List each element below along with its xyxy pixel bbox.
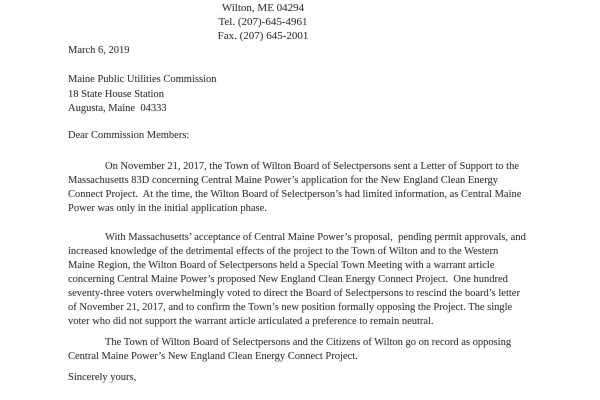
text-line: increased knowledge of the detrimental effects of the project to the Town of Wilton and to the Western — [68, 246, 499, 257]
text-line: Power was only in the initial application phase. — [68, 203, 267, 214]
text-line: On November 21, 2017, the Town of Wilton Board of Selectpersons sent a Letter of Support to the — [105, 161, 520, 172]
text-line: Connect Project. At the time, the Wilton Board of Selectperson’s had limited information, as Central Maine — [68, 189, 522, 200]
text-line: 18 State House Station — [68, 88, 164, 100]
recipient-address — [68, 73, 216, 117]
closing-line: Sincerely yours, — [68, 372, 137, 383]
text-line: The Town of Wilton Board of Selectpersons and the Citizens of Wilton go on record as opposing — [105, 337, 512, 348]
text-line: Central Maine Power’s New England Clean Energy Connect Project. — [68, 351, 358, 362]
body-paragraph-2 — [68, 231, 526, 329]
text-line: seventy-three voters overwhelmingly voted to direct the Board of Selectpersons to rescind the board’s letter — [68, 288, 520, 299]
text-line: voter who did not support the warrant article articulated a preference to remain neutral. — [68, 316, 434, 327]
text-line: concerning Central Maine Power’s proposed New England Clean Energy Connect Project. One hundred — [68, 274, 508, 285]
text-line: With Massachusetts’ acceptance of Central Maine Power’s proposal, pending permit approvals, and — [105, 232, 526, 243]
text-line: Tel. (207)-645-4961 — [218, 16, 308, 28]
letterhead-address — [0, 1, 526, 43]
salutation: Dear Commission Members: — [68, 130, 190, 141]
body-paragraph-3 — [68, 336, 511, 364]
text-line: Massachusetts 83D concerning Central Maine Power’s application for the New England Clean Energy — [68, 175, 498, 186]
text-line: Augusta, Maine 04333 — [68, 103, 167, 114]
text-line: Maine Public Utilities Commission — [68, 74, 217, 85]
text-line: Fax. (207) 645-2001 — [217, 30, 309, 42]
text-line: Maine Region, the Wilton Board of Selectpersons held a Special Town Meeting with a warrant article — [68, 260, 495, 271]
body-paragraph-1 — [68, 160, 521, 216]
text-line: of November 21, 2017, and to confirm the Town’s new position formally opposing the Project. The single — [68, 302, 513, 313]
text-line: Wilton, ME 04294 — [221, 2, 305, 14]
letter-date: March 6, 2019 — [68, 45, 130, 56]
